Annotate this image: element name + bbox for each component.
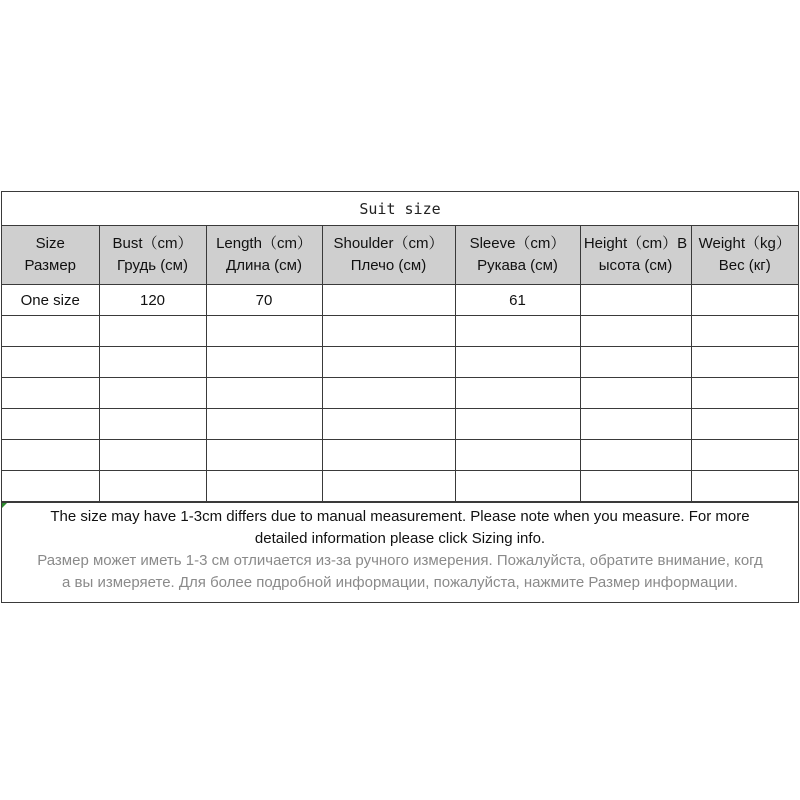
- cell-size: [2, 471, 99, 502]
- table-row: [2, 378, 798, 409]
- header-shoulder: Shoulder（cm） Плечо (см): [322, 226, 455, 285]
- cell-length: [206, 316, 322, 347]
- cell-weight: [691, 316, 798, 347]
- corner-mark: [2, 503, 7, 508]
- cell-sleeve: [455, 440, 580, 471]
- header-length: Length（cm） Длина (см): [206, 226, 322, 285]
- cell-sleeve: [455, 409, 580, 440]
- cell-size: [2, 409, 99, 440]
- cell-length: [206, 378, 322, 409]
- cell-height: [580, 440, 691, 471]
- cell-size: [2, 440, 99, 471]
- header-row: [2, 226, 798, 285]
- cell-height: [580, 316, 691, 347]
- cell-bust: [99, 409, 206, 440]
- cell-length: [206, 347, 322, 378]
- cell-weight: [691, 347, 798, 378]
- header-size: Size Размер: [2, 226, 99, 285]
- cell-sleeve: 61: [455, 285, 580, 316]
- cell-size: [2, 378, 99, 409]
- cell-bust: [99, 347, 206, 378]
- cell-height: [580, 471, 691, 502]
- cell-shoulder: [322, 347, 455, 378]
- cell-weight: [691, 378, 798, 409]
- header-height: Height（cm）В ысота (см): [580, 226, 691, 285]
- cell-shoulder: [322, 285, 455, 316]
- cell-height: [580, 285, 691, 316]
- cell-shoulder: [322, 378, 455, 409]
- cell-bust: [99, 471, 206, 502]
- cell-sleeve: [455, 378, 580, 409]
- table-row: [2, 409, 798, 440]
- cell-length: [206, 471, 322, 502]
- cell-weight: [691, 409, 798, 440]
- size-table: [2, 226, 798, 502]
- cell-length: 70: [206, 285, 322, 316]
- header-weight: Weight（kg） Вес (кг): [691, 226, 798, 285]
- cell-size: One size: [2, 285, 99, 316]
- cell-height: [580, 409, 691, 440]
- cell-shoulder: [322, 440, 455, 471]
- note-russian-line2: а вы измеряете. Для более подробной информации, пожалуйста, нажмите Размер информации.: [62, 574, 738, 591]
- note-english-line1: The size may have 1-3cm differs due to manual measurement. Please note when you measure. For more: [50, 508, 750, 525]
- cell-bust: [99, 378, 206, 409]
- note-russian-line1: Размер может иметь 1-3 см отличается из-за ручного измерения. Пожалуйста, обратите внимание, когд: [37, 552, 763, 569]
- table-row: [2, 440, 798, 471]
- measurement-note: [2, 502, 798, 602]
- header-bust: Bust（cm） Грудь (см): [99, 226, 206, 285]
- cell-bust: [99, 316, 206, 347]
- cell-shoulder: [322, 316, 455, 347]
- cell-bust: [99, 440, 206, 471]
- cell-weight: [691, 440, 798, 471]
- note-english-line2: detailed information please click Sizing info.: [254, 530, 546, 547]
- cell-sleeve: [455, 347, 580, 378]
- table-row: [2, 347, 798, 378]
- table-row: [2, 316, 798, 347]
- cell-size: [2, 347, 99, 378]
- chart-title: Suit size: [2, 192, 798, 226]
- cell-sleeve: [455, 316, 580, 347]
- cell-size: [2, 316, 99, 347]
- table-row: [2, 471, 798, 502]
- cell-weight: [691, 471, 798, 502]
- table-row: [2, 285, 798, 316]
- cell-sleeve: [455, 471, 580, 502]
- size-chart: [1, 191, 799, 603]
- cell-shoulder: [322, 409, 455, 440]
- cell-length: [206, 440, 322, 471]
- header-sleeve: Sleeve（cm） Рукава (см): [455, 226, 580, 285]
- cell-height: [580, 347, 691, 378]
- cell-shoulder: [322, 471, 455, 502]
- cell-weight: [691, 285, 798, 316]
- cell-height: [580, 378, 691, 409]
- cell-bust: 120: [99, 285, 206, 316]
- cell-length: [206, 409, 322, 440]
